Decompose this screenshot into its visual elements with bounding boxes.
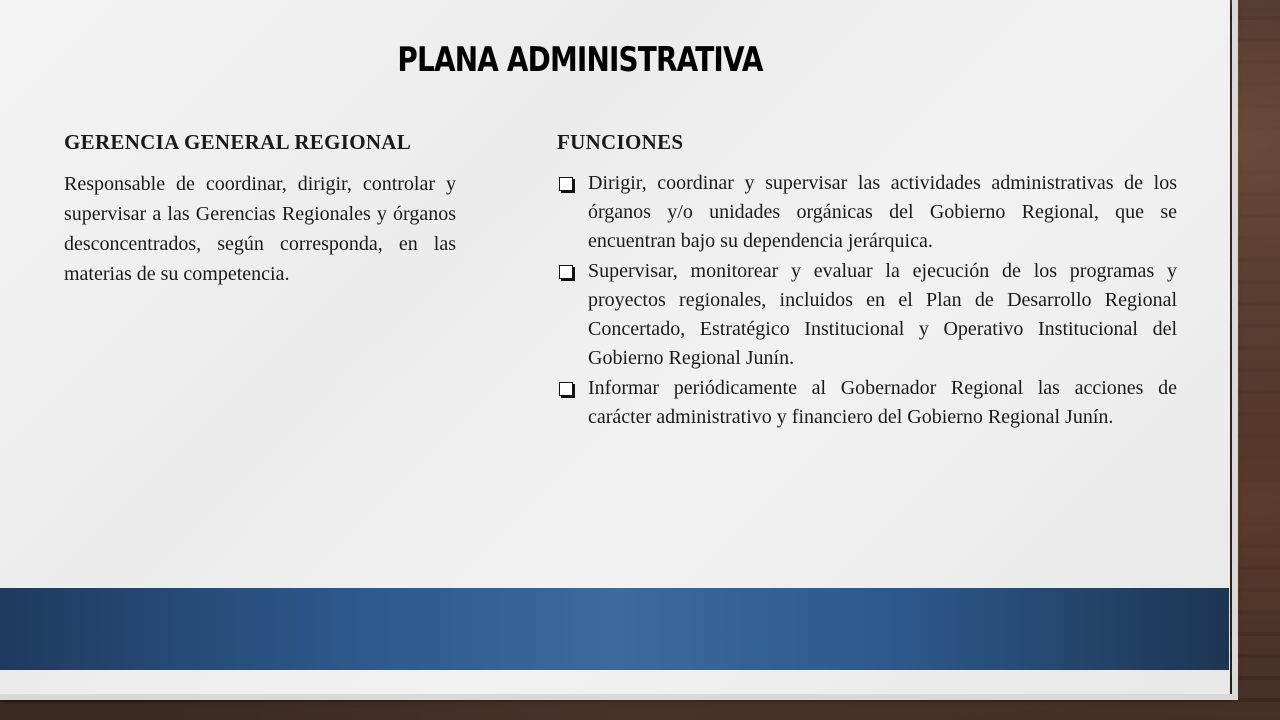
list-item-text: Informar periódicamente al Gobernador Regional las acciones de carácter administrativo y financiero del Gobierno Regional Junín. (588, 377, 1177, 428)
list-item-text: Supervisar, monitorear y evaluar la ejecución de los programas y proyectos regionales, incluidos en el Plan de Desarrollo Regional Concertado, Estratégico Institucional y Operativo Institucional del Gobierno Regional Junín. (588, 260, 1177, 369)
list-item (557, 374, 1177, 432)
list-item (557, 257, 1177, 373)
checkbox-bullet-icon (559, 177, 573, 191)
left-heading: GERENCIA GENERAL REGIONAL (64, 130, 412, 154)
left-column (64, 130, 456, 289)
slide-title: PLANA ADMINISTRATIVA (397, 40, 763, 80)
checkbox-bullet-icon (559, 382, 573, 396)
checkbox-bullet-icon (559, 265, 573, 279)
functions-list (557, 169, 1177, 432)
blue-footer-band (0, 588, 1229, 670)
list-item (557, 169, 1177, 256)
right-column (557, 130, 1177, 433)
right-heading: FUNCIONES (557, 130, 684, 154)
list-item-text: Dirigir, coordinar y supervisar las actividades administrativas de los órganos y/o unidades orgánicas del Gobierno Regional, que se encuentran bajo su dependencia jerárquica. (588, 172, 1177, 252)
left-description: Responsable de coordinar, dirigir, controlar y supervisar a las Gerencias Regionales y órganos desconcentrados, según corresponda, en las materias de su competencia. (64, 173, 456, 285)
